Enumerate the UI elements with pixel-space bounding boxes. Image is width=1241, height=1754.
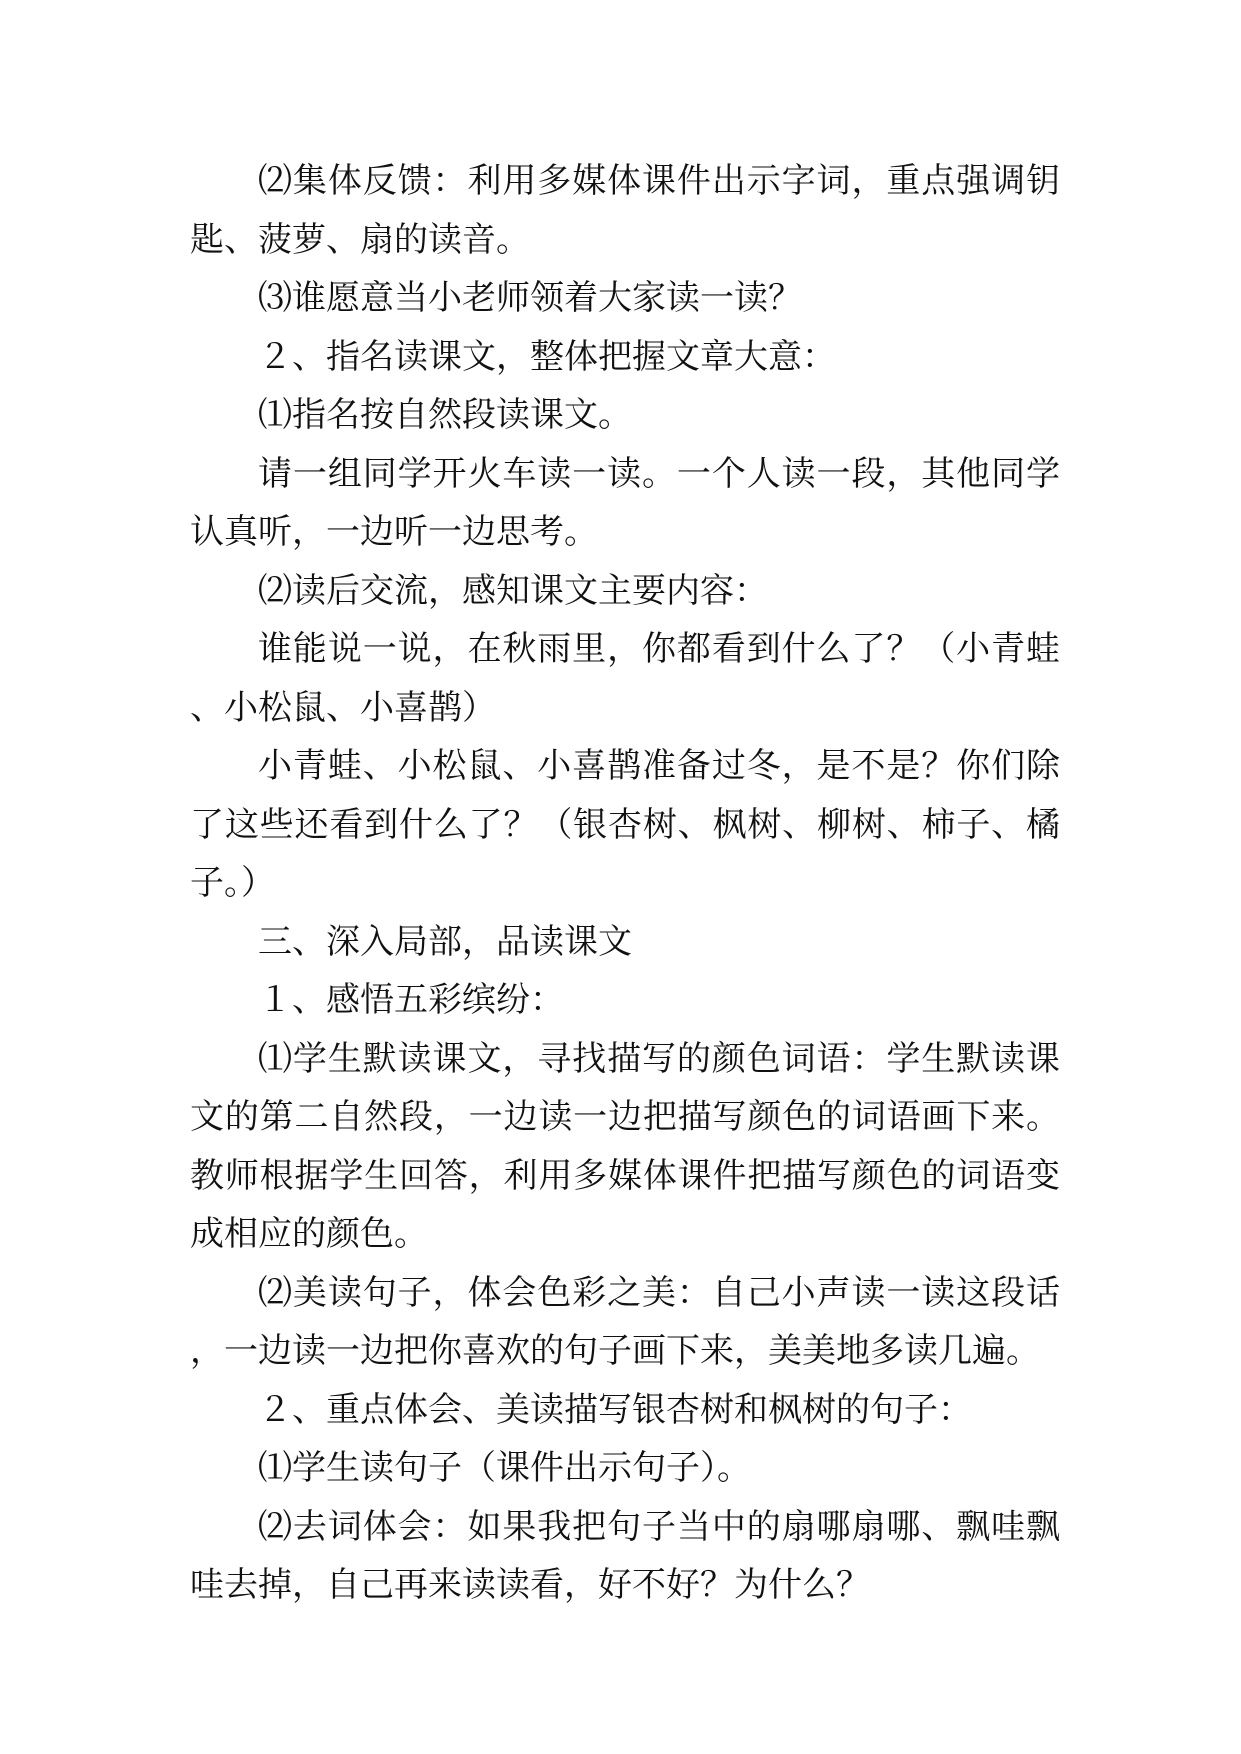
paragraph-step-2-heading: ２、指名读课文，整体把握文章大意：: [258, 336, 836, 377]
paragraph-discussion: ⑵读后交流，感知课文主要内容：: [258, 570, 768, 611]
paragraph-colorful-heading: １、感悟五彩缤纷：: [258, 980, 564, 1020]
paragraph-read-sentences: ⑴学生读句子（课件出示句子）。: [258, 1448, 751, 1488]
paragraph-silent-reading: ⑴学生默读课文，寻找描写的颜色词语：学生默读课文的第二自然段，一边读一边把描写颜色的词语画下来。教师根据学生回答，利用多媒体课件把描写颜色的词语变成相应的颜色。: [190, 1038, 1060, 1254]
paragraph-question-autumn-rain: 谁能说一说，在秋雨里，你都看到什么了？（小青蛙、小松鼠、小喜鹊）: [190, 629, 1060, 728]
document-body: [190, 152, 1060, 1615]
paragraph-read-by-section: ⑴指名按自然段读课文。: [258, 395, 632, 435]
paragraph-remove-words: ⑵去词体会：如果我把句子当中的扇哪扇哪、飘哇飘哇去掉，自己再来读读看，好不好？为什么？: [190, 1506, 1060, 1605]
paragraph-beautiful-reading: ⑵美读句子，体会色彩之美：自己小声读一读这段话，一边读一边把你喜欢的句子画下来，美美地多读几遍。: [190, 1272, 1060, 1371]
paragraph-little-teacher: ⑶谁愿意当小老师领着大家读一读？: [258, 278, 802, 318]
paragraph-focus-heading: ２、重点体会、美读描写银杏树和枫树的句子：: [258, 1389, 972, 1430]
paragraph-section-3-heading: 三、深入局部，品读课文: [258, 921, 632, 962]
paragraph-feedback: ⑵集体反馈：利用多媒体课件出示字词，重点强调钥匙、菠萝、扇的读音。: [190, 161, 1060, 260]
paragraph-question-winter-prep: 小青蛙、小松鼠、小喜鹊准备过冬，是不是？你们除了这些还看到什么了？（银杏树、枫树、柳树、柿子、橘子。）: [190, 746, 1060, 903]
paragraph-train-reading: 请一组同学开火车读一读。一个人读一段，其他同学认真听，一边听一边思考。: [190, 453, 1060, 552]
